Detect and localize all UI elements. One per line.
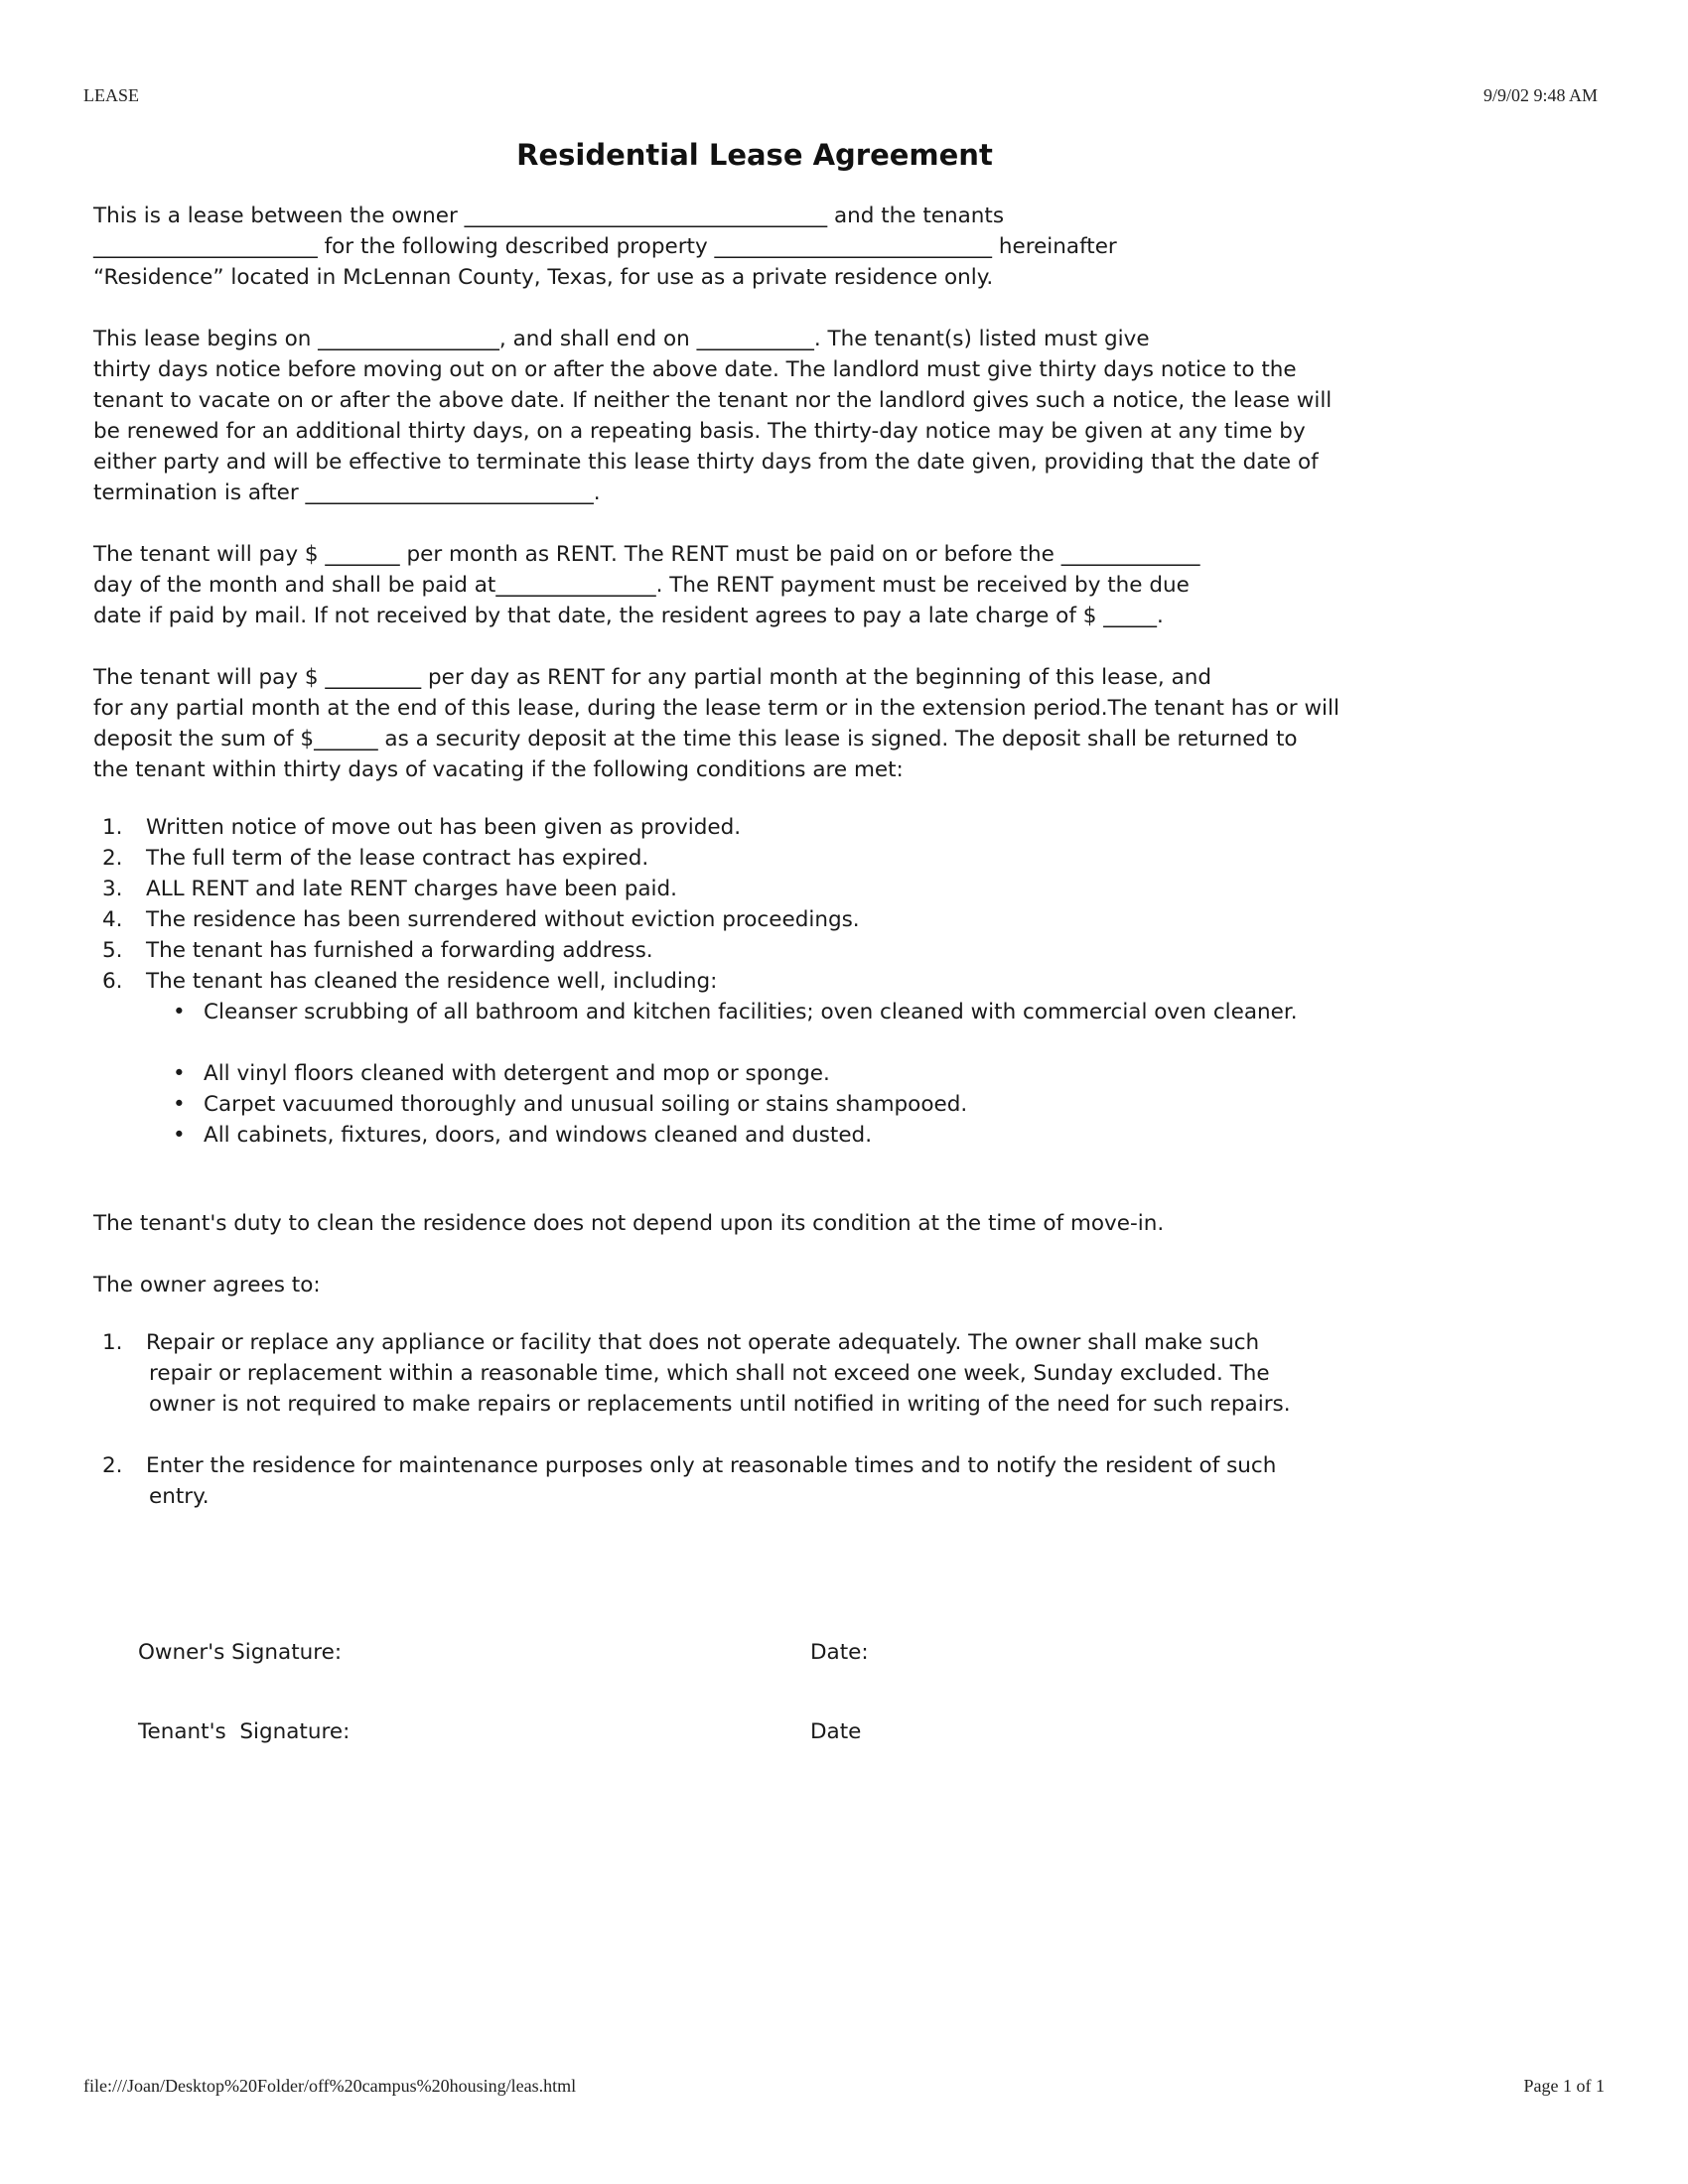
owner-item-number: 1.: [102, 1330, 123, 1355]
cleaning-text: Cleanser scrubbing of all bathroom and kitchen facilities; oven cleaned with commercial oven cleaner.: [204, 1000, 1298, 1024]
cleaning-text: Carpet vacuumed thoroughly and unusual soiling or stains shampooed.: [204, 1092, 968, 1117]
para2-line: thirty days notice before moving out on or after the above date. The landlord must give thirty days notice to the: [93, 357, 1297, 382]
para2-line: This lease begins on _________________, and shall end on ___________. The tenant(s) listed must give: [93, 327, 1150, 351]
cleaning-text: All vinyl floors cleaned with detergent and mop or sponge.: [204, 1061, 830, 1086]
owner-date-label: Date:: [810, 1640, 869, 1665]
condition-text: Written notice of move out has been given as provided.: [146, 815, 742, 840]
condition-text: The residence has been surrendered without eviction proceedings.: [146, 907, 860, 932]
owner-agrees-heading: The owner agrees to:: [93, 1273, 321, 1297]
owner-signature-label: Owner's Signature:: [138, 1640, 343, 1665]
owner-item-text: repair or replacement within a reasonable time, which shall not exceed one week, Sunday excluded. The: [149, 1361, 1270, 1386]
footer-page-number: Page 1 of 1: [1523, 2076, 1605, 2096]
owner-item-text: entry.: [149, 1484, 210, 1509]
condition-item: [93, 874, 1523, 904]
owner-item-number: 2.: [102, 1453, 123, 1478]
cleaning-item: [93, 1120, 1523, 1151]
para2-line: either party and will be effective to terminate this lease thirty days from the date given, providing that the date of: [93, 450, 1319, 475]
para2-line: be renewed for an additional thirty days, on a repeating basis. The thirty-day notice may be given at any time by: [93, 419, 1306, 444]
page-title: Residential Lease Agreement: [516, 138, 993, 172]
owner-item-text: Enter the residence for maintenance purposes only at reasonable times and to notify the resident of such: [146, 1453, 1277, 1478]
condition-number: 6.: [102, 969, 123, 994]
para3-line: The tenant will pay $ _______ per month as RENT. The RENT must be paid on or before the _____________: [93, 542, 1200, 567]
header-timestamp: 9/9/02 9:48 AM: [1482, 85, 1598, 105]
condition-text: ALL RENT and late RENT charges have been paid.: [146, 877, 677, 901]
para4-line: the tenant within thirty days of vacating if the following conditions are met:: [93, 757, 904, 782]
condition-text: The full term of the lease contract has expired.: [146, 846, 649, 871]
para3-line: day of the month and shall be paid at_______________. The RENT payment must be received by the due: [93, 573, 1190, 598]
condition-text: The tenant has furnished a forwarding address.: [146, 938, 653, 963]
para2-line: termination is after ___________________________.: [93, 480, 601, 505]
owner-item-text: Repair or replace any appliance or facility that does not operate adequately. The owner shall make such: [146, 1330, 1260, 1355]
lease-body: [93, 201, 1523, 1512]
cleaning-text: All cabinets, fixtures, doors, and windows cleaned and dusted.: [204, 1123, 873, 1148]
bullet-icon: •: [173, 1092, 186, 1117]
bullet-icon: •: [173, 1061, 186, 1086]
para4-line: deposit the sum of $______ as a security deposit at the time this lease is signed. The deposit shall be returned to: [93, 727, 1298, 751]
para3-line: date if paid by mail. If not received by that date, the resident agrees to pay a late charge of $ _____.: [93, 604, 1164, 628]
para1-line: “Residence” located in McLennan County, Texas, for use as a private residence only.: [93, 265, 994, 290]
condition-number: 3.: [102, 877, 123, 901]
para4-line: The tenant will pay $ _________ per day as RENT for any partial month at the beginning of this lease, and: [93, 665, 1212, 690]
condition-number: 5.: [102, 938, 123, 963]
owner-item: [93, 1450, 1523, 1481]
owner-item-text: owner is not required to make repairs or replacements until notified in writing of the need for such repairs.: [149, 1392, 1291, 1417]
owner-item: [93, 1327, 1523, 1358]
tenant-date-label: Date: [810, 1719, 862, 1744]
cleaning-item: [93, 997, 1523, 1027]
condition-item: [93, 843, 1523, 874]
duty-text: The tenant's duty to clean the residence does not depend upon its condition at the time of move-in.: [93, 1211, 1165, 1236]
condition-item: [93, 904, 1523, 935]
para4-line: for any partial month at the end of this lease, during the lease term or in the extension period.The tenant has or will: [93, 696, 1339, 721]
condition-number: 1.: [102, 815, 123, 840]
bullet-icon: •: [173, 1000, 186, 1024]
tenant-signature-label: Tenant's Signature:: [138, 1719, 351, 1744]
condition-item: [93, 812, 1523, 843]
footer-file-path: file:///Joan/Desktop%20Folder/off%20campus%20housing/leas.html: [83, 2076, 577, 2096]
condition-number: 2.: [102, 846, 123, 871]
condition-number: 4.: [102, 907, 123, 932]
header-left: LEASE: [83, 85, 139, 105]
cleaning-item: [93, 1089, 1523, 1120]
condition-text: The tenant has cleaned the residence well, including:: [146, 969, 718, 994]
cleaning-item: [93, 1058, 1523, 1089]
condition-item: [93, 966, 1523, 997]
para1-line: This is a lease between the owner __________________________________ and the tenants: [93, 204, 1005, 228]
condition-item: [93, 935, 1523, 966]
bullet-icon: •: [173, 1123, 186, 1148]
para2-line: tenant to vacate on or after the above date. If neither the tenant nor the landlord gives such a notice, the lease will: [93, 388, 1333, 413]
para1-line: _____________________ for the following described property __________________________ hereinafter: [93, 234, 1117, 259]
